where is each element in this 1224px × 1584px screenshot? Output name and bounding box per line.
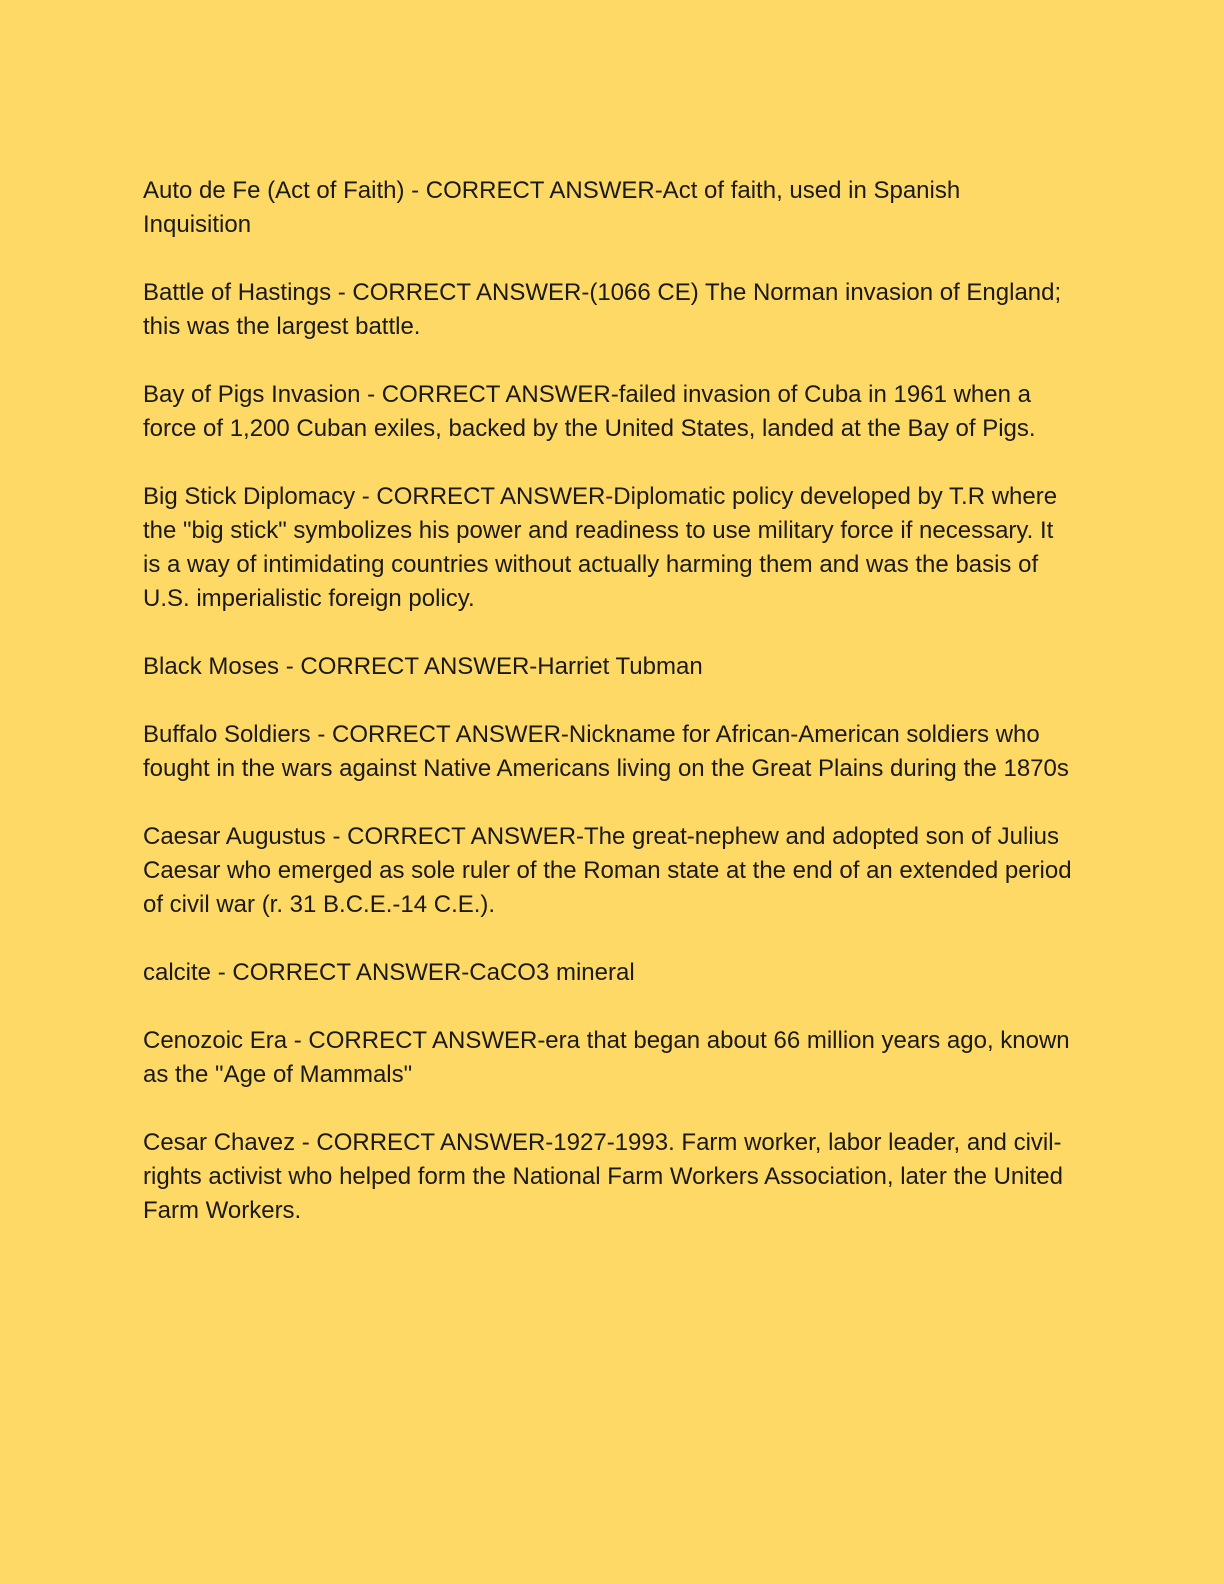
entry-auto-de-fe: Auto de Fe (Act of Faith) - CORRECT ANSWER-Act of faith, used in Spanish Inquisition [143, 177, 961, 238]
entry-bay-of-pigs: Bay of Pigs Invasion - CORRECT ANSWER-failed invasion of Cuba in 1961 when a force of 1,200 Cuban exiles, backed by the United States, landed at the Bay of Pigs. [143, 381, 1036, 442]
entry-buffalo-soldiers: Buffalo Soldiers - CORRECT ANSWER-Nickname for African-American soldiers who fought in the wars against Native Americans living on the Great Plains during the 1870s [143, 721, 1069, 782]
entry-caesar-augustus: Caesar Augustus - CORRECT ANSWER-The great-nephew and adopted son of Julius Caesar who emerged as sole ruler of the Roman state at the end of an extended period of civil war (r. 31 B.C.E.-14 C.E.). [143, 823, 1072, 918]
entry-cenozoic-era: Cenozoic Era - CORRECT ANSWER-era that began about 66 million years ago, known as the "Age of Mammals" [143, 1027, 1070, 1088]
entry-big-stick-diplomacy: Big Stick Diplomacy - CORRECT ANSWER-Diplomatic policy developed by T.R where the "big stick" symbolizes his power and readiness to use military force if necessary. It is a way of intimidating countries without actually harming them and was the basis of U.S. imperialistic foreign policy. [143, 483, 1058, 612]
entry-black-moses: Black Moses - CORRECT ANSWER-Harriet Tubman [143, 653, 703, 680]
entry-list [143, 174, 1073, 1228]
entry-battle-of-hastings: Battle of Hastings - CORRECT ANSWER-(1066 CE) The Norman invasion of England; this was the largest battle. [143, 279, 1062, 340]
entry-calcite: calcite - CORRECT ANSWER-CaCO3 mineral [143, 959, 635, 986]
entry-cesar-chavez: Cesar Chavez - CORRECT ANSWER-1927-1993. Farm worker, labor leader, and civil-rights activist who helped form the National Farm Workers Association, later the United Farm Workers. [143, 1129, 1063, 1224]
